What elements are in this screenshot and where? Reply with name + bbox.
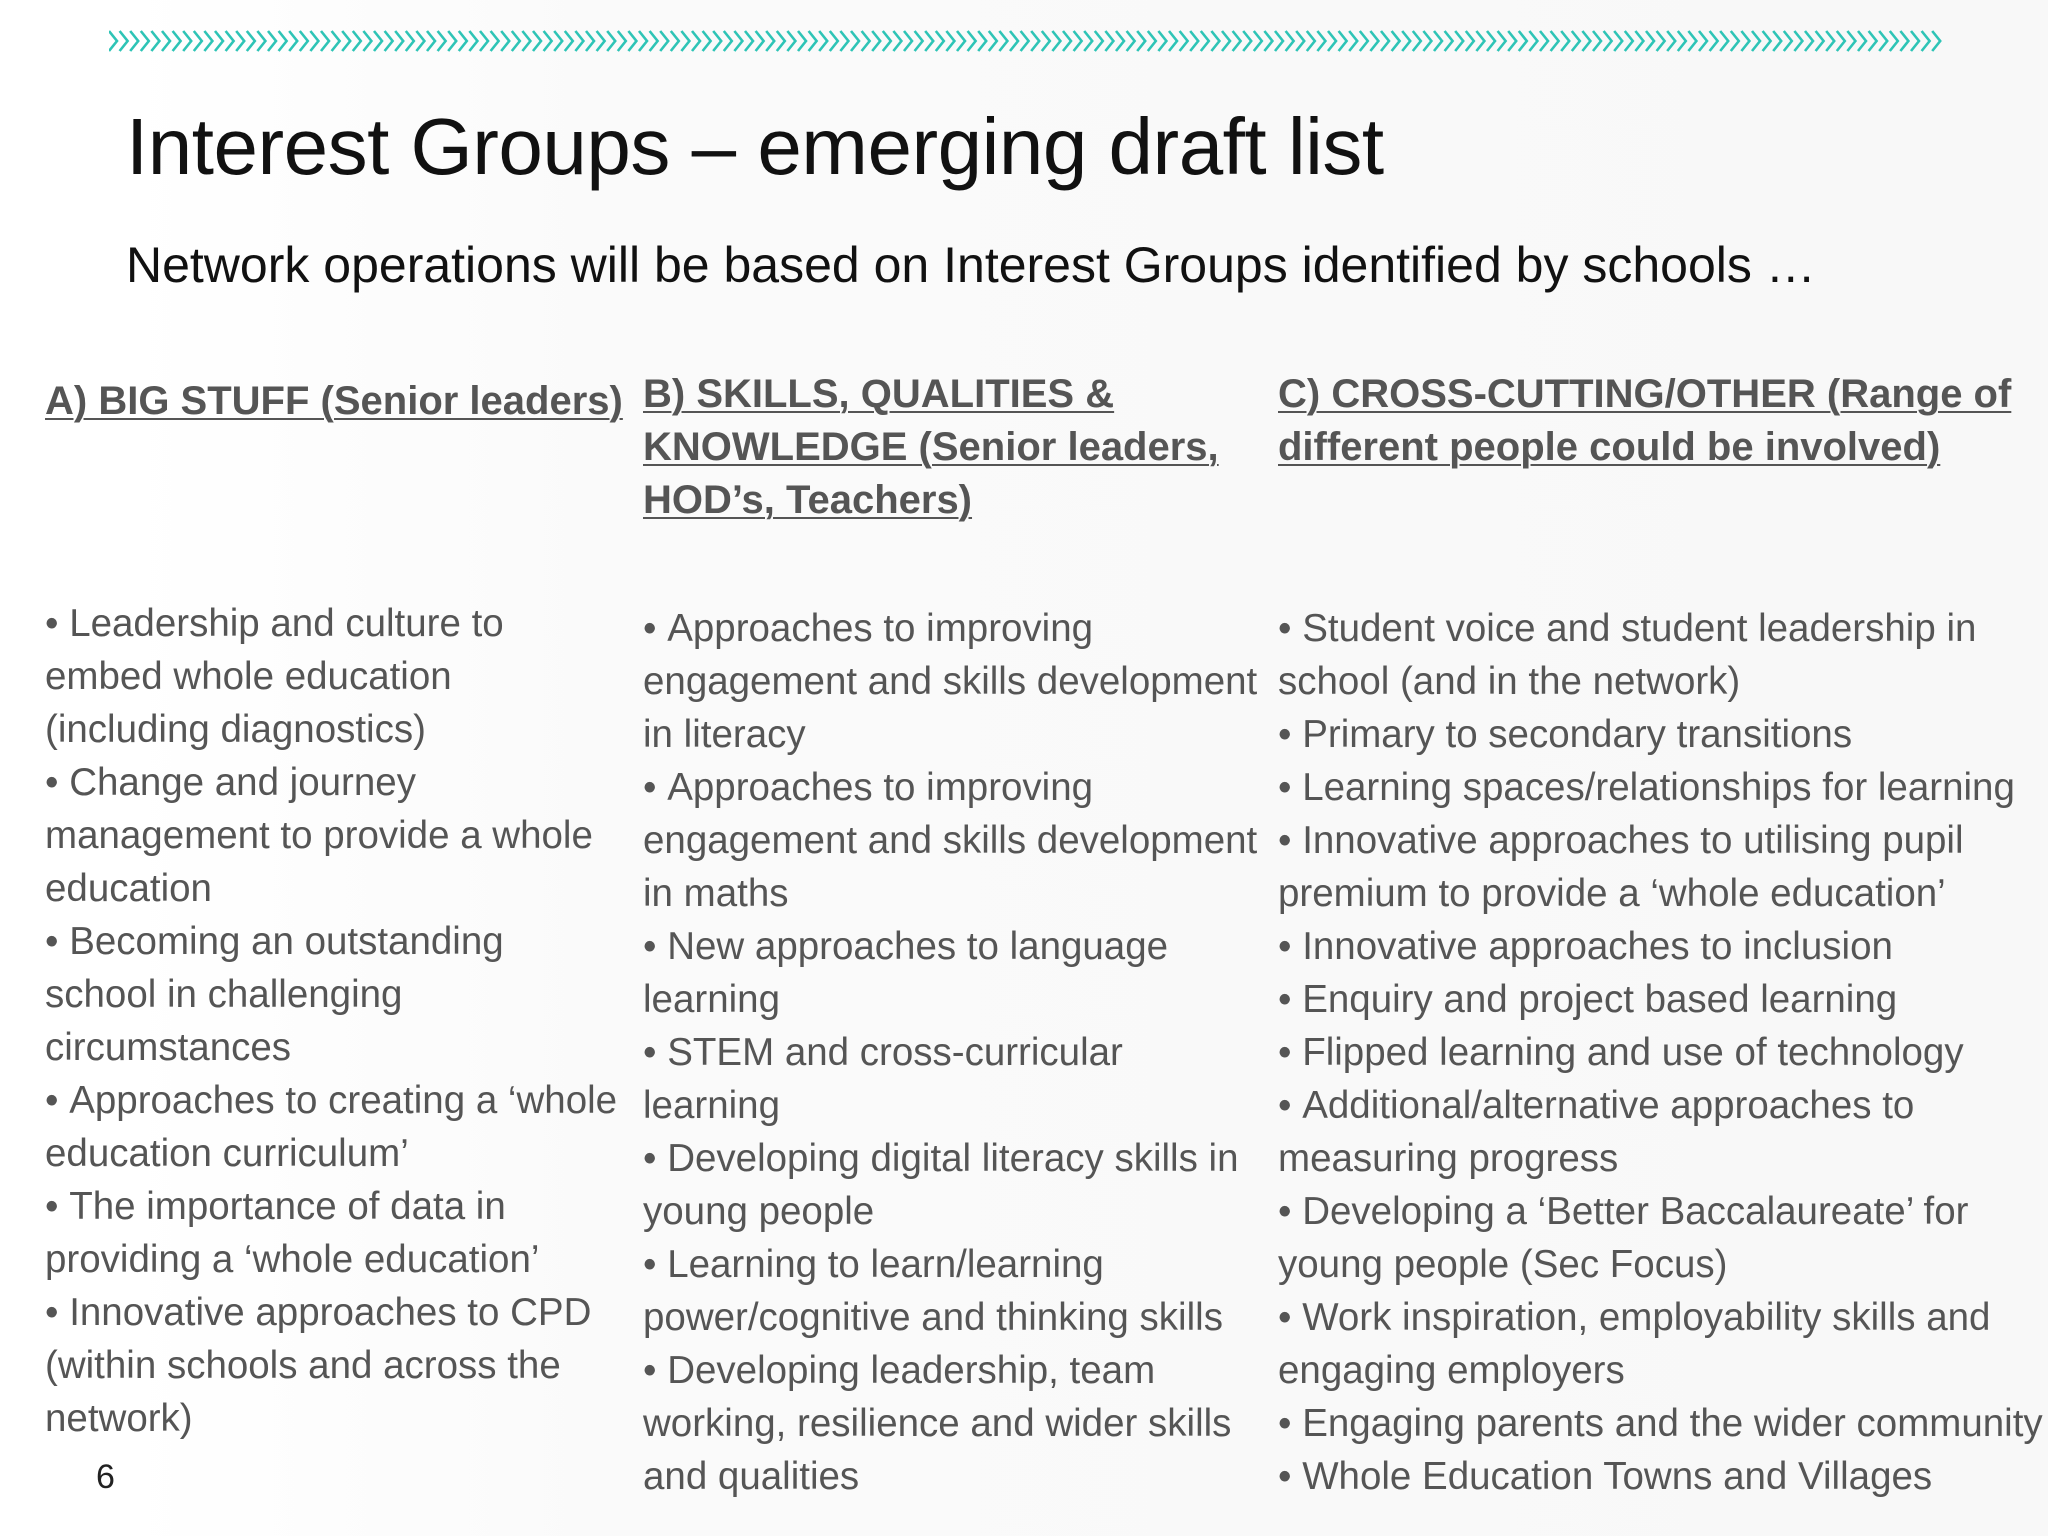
- chevron-mark: [1222, 31, 1230, 51]
- chevron-mark: [1763, 31, 1771, 51]
- chevron-mark: [1169, 31, 1177, 51]
- chevron-mark: [1158, 31, 1166, 51]
- chevron-mark: [1445, 31, 1453, 51]
- chevron-mark: [1657, 31, 1665, 51]
- chevron-mark: [289, 31, 297, 51]
- column-cross-cutting: [1278, 368, 2048, 1503]
- chevron-mark: [1074, 31, 1082, 51]
- chevron-mark: [1243, 31, 1251, 51]
- chevron-mark: [946, 31, 954, 51]
- list-item: • Learning to learn/learning power/cognitive and thinking skills: [643, 1238, 1263, 1344]
- chevron-mark: [1137, 31, 1145, 51]
- chevron-mark: [1148, 31, 1156, 51]
- chevron-mark: [1487, 31, 1495, 51]
- chevron-mark: [1879, 31, 1887, 51]
- chevron-mark: [745, 31, 753, 51]
- chevron-mark: [522, 31, 530, 51]
- list-item: • The importance of data in providing a ‘whole education’: [45, 1180, 625, 1286]
- chevron-mark: [734, 31, 742, 51]
- chevron-mark: [724, 31, 732, 51]
- chevron-mark: [1540, 31, 1548, 51]
- chevron-mark: [639, 31, 647, 51]
- list-item: • New approaches to language learning: [643, 920, 1263, 1026]
- chevron-mark: [427, 31, 435, 51]
- chevron-mark: [968, 31, 976, 51]
- chevron-mark: [1328, 31, 1336, 51]
- chevron-decoration: [109, 26, 1947, 56]
- chevron-mark: [586, 31, 594, 51]
- chevron-mark: [141, 31, 149, 51]
- chevron-mark: [1688, 31, 1696, 51]
- list-item: • Approaches to creating a ‘whole education curriculum’: [45, 1074, 625, 1180]
- chevron-mark: [1625, 31, 1633, 51]
- chevron-mark: [936, 31, 944, 51]
- list-item: • Developing digital literacy skills in young people: [643, 1132, 1263, 1238]
- chevron-mark: [120, 31, 128, 51]
- chevron-mark: [1529, 31, 1537, 51]
- chevron-mark: [1455, 31, 1463, 51]
- bullet-list: [1278, 602, 2048, 1503]
- chevron-mark: [1869, 31, 1877, 51]
- list-item: • Flipped learning and use of technology: [1278, 1026, 2048, 1079]
- chevron-mark: [999, 31, 1007, 51]
- chevron-mark: [321, 31, 329, 51]
- chevron-mark: [1201, 31, 1209, 51]
- chevron-mark: [1741, 31, 1749, 51]
- chevron-mark: [1635, 31, 1643, 51]
- bullet-list: [45, 597, 625, 1445]
- chevron-mark: [1572, 31, 1580, 51]
- chevron-mark: [1339, 31, 1347, 51]
- chevron-mark: [1370, 31, 1378, 51]
- chevron-mark: [650, 31, 658, 51]
- chevron-mark: [1275, 31, 1283, 51]
- chevron-mark: [1349, 31, 1357, 51]
- chevron-mark: [1508, 31, 1516, 51]
- chevron-mark: [978, 31, 986, 51]
- chevron-mark: [1837, 31, 1845, 51]
- list-item: • Learning spaces/relationships for learning: [1278, 761, 2048, 814]
- chevron-mark: [363, 31, 371, 51]
- chevron-mark: [448, 31, 456, 51]
- chevron-mark: [1805, 31, 1813, 51]
- list-item: • Innovative approaches to utilising pupil premium to provide a ‘whole education’: [1278, 814, 2048, 920]
- chevron-mark: [628, 31, 636, 51]
- chevron-mark: [692, 31, 700, 51]
- chevron-mark: [1816, 31, 1824, 51]
- chevron-mark: [957, 31, 965, 51]
- chevron-mark: [1423, 31, 1431, 51]
- chevron-mark: [1254, 31, 1262, 51]
- list-item: • Enquiry and project based learning: [1278, 973, 2048, 1026]
- chevron-mark: [395, 31, 403, 51]
- column-big-stuff: [45, 375, 625, 1445]
- chevron-mark: [1307, 31, 1315, 51]
- chevron-mark: [544, 31, 552, 51]
- list-item: • Leadership and culture to embed whole education (including diagnostics): [45, 597, 625, 756]
- chevron-mark: [618, 31, 626, 51]
- chevron-mark: [1890, 31, 1898, 51]
- chevron-mark: [1911, 31, 1919, 51]
- list-item: • STEM and cross-curricular learning: [643, 1026, 1263, 1132]
- column-heading: B) SKILLS, QUALITIES & KNOWLEDGE (Senior leaders, HOD’s, Teachers): [643, 372, 1219, 522]
- chevron-mark: [1614, 31, 1622, 51]
- chevron-mark: [1211, 31, 1219, 51]
- chevron-mark: [300, 31, 308, 51]
- chevron-mark: [1264, 31, 1272, 51]
- chevron-mark: [1190, 31, 1198, 51]
- chevron-mark: [332, 31, 340, 51]
- chevron-mark: [226, 31, 234, 51]
- chevron-mark: [1063, 31, 1071, 51]
- chevron-mark: [268, 31, 276, 51]
- chevron-mark: [607, 31, 615, 51]
- chevron-mark: [279, 31, 287, 51]
- chevron-mark: [1593, 31, 1601, 51]
- chevron-mark: [756, 31, 764, 51]
- chevron-mark: [438, 31, 446, 51]
- chevron-mark: [162, 31, 170, 51]
- chevron-mark: [1084, 31, 1092, 51]
- column-heading: C) CROSS-CUTTING/OTHER (Range of different people could be involved): [1278, 372, 2012, 469]
- list-item: • Approaches to improving engagement and skills development in literacy: [643, 602, 1263, 761]
- chevron-mark: [1752, 31, 1760, 51]
- chevron-mark: [575, 31, 583, 51]
- chevron-mark: [777, 31, 785, 51]
- list-item: • Innovative approaches to inclusion: [1278, 920, 2048, 973]
- chevron-mark: [872, 31, 880, 51]
- chevron-mark: [469, 31, 477, 51]
- chevron-mark: [1105, 31, 1113, 51]
- chevron-mark: [1551, 31, 1559, 51]
- chevron-mark: [671, 31, 679, 51]
- chevron-mark: [236, 31, 244, 51]
- chevron-mark: [491, 31, 499, 51]
- column-heading: A) BIG STUFF (Senior leaders): [45, 379, 623, 423]
- chevron-mark: [1826, 31, 1834, 51]
- list-item: • Primary to secondary transitions: [1278, 708, 2048, 761]
- chevron-mark: [385, 31, 393, 51]
- chevron-mark: [459, 31, 467, 51]
- chevron-mark: [183, 31, 191, 51]
- chevron-mark: [342, 31, 350, 51]
- chevron-mark: [215, 31, 223, 51]
- chevron-mark: [247, 31, 255, 51]
- chevron-mark: [1667, 31, 1675, 51]
- chevron-mark: [1233, 31, 1241, 51]
- chevron-mark: [1710, 31, 1718, 51]
- chevron-mark: [1646, 31, 1654, 51]
- chevron-mark: [353, 31, 361, 51]
- chevron-mark: [989, 31, 997, 51]
- chevron-mark: [1127, 31, 1135, 51]
- chevron-mark: [1858, 31, 1866, 51]
- chevron-mark: [1392, 31, 1400, 51]
- chevron-mark: [1042, 31, 1050, 51]
- chevron-mark: [151, 31, 159, 51]
- slide-subtitle: Network operations will be based on Interest Groups identified by schools …: [126, 237, 1816, 293]
- chevron-mark: [1296, 31, 1304, 51]
- chevron-mark: [194, 31, 202, 51]
- list-item: • Additional/alternative approaches to measuring progress: [1278, 1079, 2048, 1185]
- chevron-mark: [851, 31, 859, 51]
- chevron-mark: [1582, 31, 1590, 51]
- chevron-mark: [1360, 31, 1368, 51]
- list-item: • Engaging parents and the wider community: [1278, 1397, 2048, 1450]
- chevron-mark: [204, 31, 212, 51]
- chevron-mark: [809, 31, 817, 51]
- list-item: • Approaches to improving engagement and skills development in maths: [643, 761, 1263, 920]
- chevron-mark: [862, 31, 870, 51]
- list-item: • Change and journey management to provide a whole education: [45, 756, 625, 915]
- chevron-mark: [1095, 31, 1103, 51]
- chevron-mark: [1466, 31, 1474, 51]
- chevron-mark: [904, 31, 912, 51]
- chevron-mark: [1699, 31, 1707, 51]
- chevron-mark: [840, 31, 848, 51]
- chevron-mark: [257, 31, 265, 51]
- chevron-mark: [1519, 31, 1527, 51]
- chevron-mark: [1784, 31, 1792, 51]
- chevron-mark: [1286, 31, 1294, 51]
- chevron-mark: [533, 31, 541, 51]
- chevron-mark: [1413, 31, 1421, 51]
- chevron-mark: [565, 31, 573, 51]
- chevron-mark: [1932, 31, 1940, 51]
- chevron-mark: [1180, 31, 1188, 51]
- chevron-mark: [1498, 31, 1506, 51]
- chevron-mark: [109, 31, 117, 51]
- chevron-mark: [554, 31, 562, 51]
- chevron-mark: [1773, 31, 1781, 51]
- bullet-list: [643, 602, 1263, 1503]
- list-item: • Whole Education Towns and Villages: [1278, 1450, 2048, 1503]
- chevron-mark: [1731, 31, 1739, 51]
- chevron-mark: [1434, 31, 1442, 51]
- chevron-mark: [1794, 31, 1802, 51]
- chevron-pattern-icon: [109, 26, 1947, 56]
- list-item: • Work inspiration, employability skills and engaging employers: [1278, 1291, 2048, 1397]
- chevron-mark: [1476, 31, 1484, 51]
- chevron-mark: [883, 31, 891, 51]
- chevron-mark: [819, 31, 827, 51]
- chevron-mark: [787, 31, 795, 51]
- list-item: • Student voice and student leadership in school (and in the network): [1278, 602, 2048, 708]
- slide-title: Interest Groups – emerging draft list: [126, 102, 1384, 191]
- chevron-mark: [1922, 31, 1930, 51]
- chevron-mark: [681, 31, 689, 51]
- chevron-mark: [480, 31, 488, 51]
- list-item: • Becoming an outstanding school in challenging circumstances: [45, 915, 625, 1074]
- page-number: 6: [96, 1458, 115, 1496]
- chevron-mark: [1021, 31, 1029, 51]
- chevron-mark: [512, 31, 520, 51]
- chevron-mark: [1116, 31, 1124, 51]
- chevron-mark: [310, 31, 318, 51]
- chevron-mark: [1561, 31, 1569, 51]
- chevron-mark: [130, 31, 138, 51]
- chevron-mark: [1900, 31, 1908, 51]
- chevron-mark: [713, 31, 721, 51]
- chevron-mark: [1402, 31, 1410, 51]
- list-item: • Developing leadership, team working, resilience and wider skills and qualities: [643, 1344, 1263, 1503]
- chevron-mark: [597, 31, 605, 51]
- chevron-mark: [1052, 31, 1060, 51]
- chevron-mark: [1010, 31, 1018, 51]
- chevron-mark: [1031, 31, 1039, 51]
- chevron-mark: [1847, 31, 1855, 51]
- chevron-mark: [501, 31, 509, 51]
- chevron-mark: [1720, 31, 1728, 51]
- chevron-mark: [1604, 31, 1612, 51]
- chevron-mark: [1317, 31, 1325, 51]
- chevron-mark: [925, 31, 933, 51]
- chevron-mark: [1381, 31, 1389, 51]
- chevron-mark: [406, 31, 414, 51]
- chevron-mark: [798, 31, 806, 51]
- chevron-mark: [703, 31, 711, 51]
- chevron-mark: [915, 31, 923, 51]
- chevron-mark: [416, 31, 424, 51]
- list-item: • Innovative approaches to CPD (within schools and across the network): [45, 1286, 625, 1445]
- chevron-mark: [830, 31, 838, 51]
- column-skills-qualities: [643, 368, 1263, 1503]
- chevron-mark: [766, 31, 774, 51]
- chevron-mark: [173, 31, 181, 51]
- chevron-mark: [893, 31, 901, 51]
- chevron-mark: [660, 31, 668, 51]
- list-item: • Developing a ‘Better Baccalaureate’ for young people (Sec Focus): [1278, 1185, 2048, 1291]
- chevron-mark: [1678, 31, 1686, 51]
- chevron-mark: [374, 31, 382, 51]
